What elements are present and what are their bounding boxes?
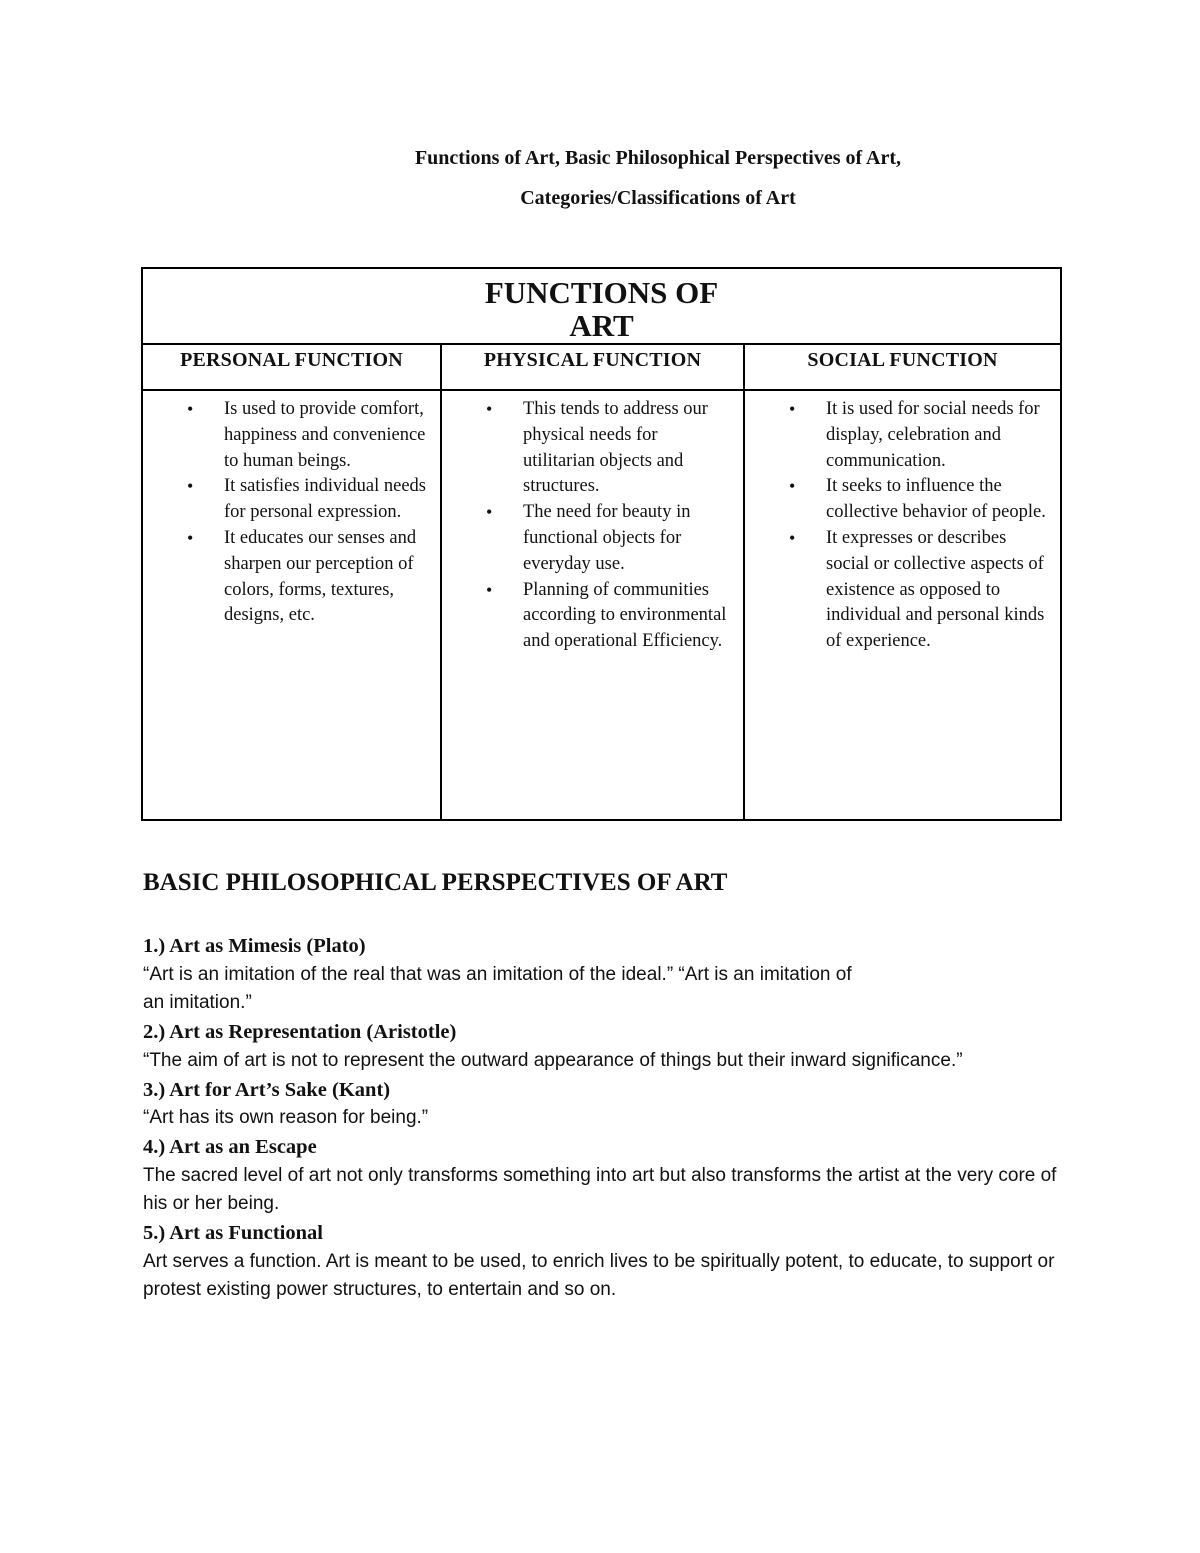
personal-function-cell <box>142 390 441 820</box>
column-header-label: PERSONAL FUNCTION <box>180 349 403 371</box>
list-item: • It satisfies individual needs for personal expression. <box>143 474 440 526</box>
list-item: • It seeks to influence the collective behavior of people. <box>745 474 1060 526</box>
perspective-heading-5: 5.) Art as Functional <box>143 1222 323 1245</box>
document-title-line-2: Categories/Classifications of Art <box>520 187 796 209</box>
perspective-heading-2: 2.) Art as Representation (Aristotle) <box>143 1021 457 1044</box>
column-header-personal <box>142 344 441 390</box>
table-title-cell <box>142 268 1061 344</box>
list-item: • It is used for social needs for display, celebration and communication. <box>745 397 1060 474</box>
column-header-physical <box>441 344 744 390</box>
document-title <box>0 138 1200 218</box>
list-item: • Planning of communities according to environmental and operational Efficiency. <box>442 578 743 655</box>
perspective-text-5: Art serves a function. Art is meant to be used, to enrich lives to be spiritually potent, to educate, to support or protest existing power structures, to entertain and so on. <box>143 1250 1055 1301</box>
social-function-list <box>745 391 1060 655</box>
column-header-label: PHYSICAL FUNCTION <box>483 349 702 371</box>
perspective-text-2: “The aim of art is not to represent the outward appearance of things but their inward significance.” <box>143 1049 963 1071</box>
list-item: • This tends to address our physical needs for utilitarian objects and structures. <box>442 397 743 500</box>
perspective-heading-3: 3.) Art for Art’s Sake (Kant) <box>143 1078 391 1101</box>
perspectives-section <box>143 862 1103 1305</box>
perspective-heading-4: 4.) Art as an Escape <box>143 1135 317 1158</box>
section-title: BASIC PHILOSOPHICAL PERSPECTIVES OF ART <box>143 869 728 896</box>
perspective-text-1: “Art is an imitation of the real that was an imitation of the ideal.” “Art is an imitation of an imitation.” <box>143 963 852 1014</box>
physical-function-cell <box>441 390 744 820</box>
physical-function-list <box>442 391 743 655</box>
column-header-social <box>744 344 1061 390</box>
table-title-line-1: FUNCTIONS OF <box>484 275 719 310</box>
list-item: • It educates our senses and sharpen our perception of colors, forms, textures, designs, etc. <box>143 526 440 629</box>
list-item: • It expresses or describes social or collective aspects of existence as opposed to individual and personal kinds of experience. <box>745 526 1060 655</box>
perspective-heading-1: 1.) Art as Mimesis (Plato) <box>143 935 366 957</box>
social-function-cell <box>744 390 1061 820</box>
table-title-line-2: ART <box>569 308 634 343</box>
perspective-text-3: “Art has its own reason for being.” <box>143 1107 429 1129</box>
functions-of-art-table <box>141 267 1062 821</box>
list-item: • Is used to provide comfort, happiness and convenience to human beings. <box>143 397 440 474</box>
column-header-label: SOCIAL FUNCTION <box>807 349 998 371</box>
personal-function-list <box>143 391 440 629</box>
list-item: • The need for beauty in functional objects for everyday use. <box>442 500 743 577</box>
document-title-line-1: Functions of Art, Basic Philosophical Perspectives of Art, <box>414 147 902 169</box>
perspective-text-4: The sacred level of art not only transforms something into art but also transforms the artist at the very core of his or her being. <box>143 1164 1057 1215</box>
